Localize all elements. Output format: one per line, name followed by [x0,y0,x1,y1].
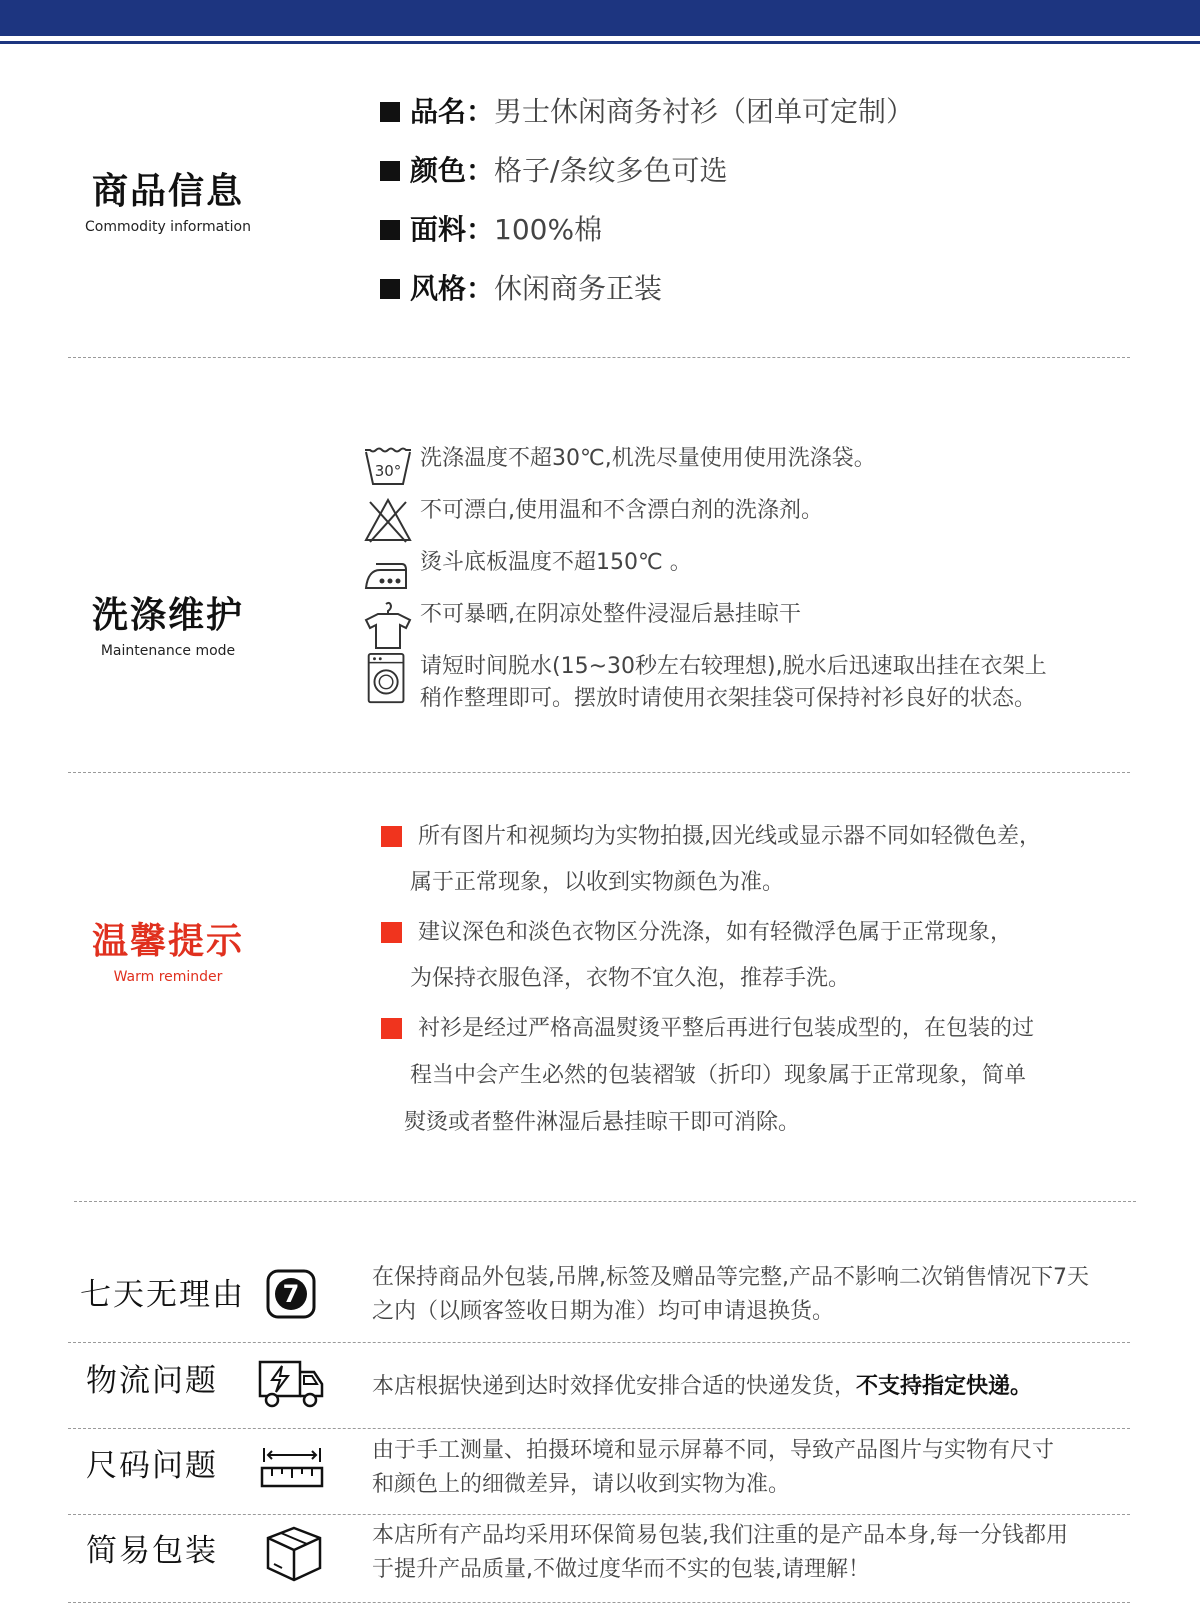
care-text: 不可暴晒,在阴凉处整件浸湿后悬挂晾干 [420,602,801,627]
reminder-line: 熨烫或者整件淋湿后悬挂晾干即可消除。 [404,1110,801,1135]
service-divider [68,1514,1130,1515]
section-divider [74,1201,1136,1202]
service-text-packaging [372,1519,1068,1587]
top-rule [0,41,1200,44]
service-line: 在保持商品外包装,吊牌,标签及赠品等完整,产品不影响二次销售情况下7天 [372,1265,1089,1290]
service-line: 本店所有产品均采用环保简易包装,我们注重的是产品本身,每一分钱都用 [372,1523,1068,1548]
care-text: 不可漂白,使用温和不含漂白剂的洗涤剂。 [420,498,823,523]
section-divider [68,772,1130,773]
service-line: 由于手工测量、拍摄环境和显示屏幕不同，导致产品图片与实物有尺寸 [372,1438,1055,1463]
service-text-logistics [372,1370,1032,1404]
row-value: 格子/条纹多色可选 [494,154,728,187]
service-name-packaging: 简易包装 [86,1533,218,1569]
washing-machine-icon [362,652,414,708]
reminder-line: 属于正常现象，以收到实物颜色为准。 [410,870,785,895]
reminder-line: 衬衫是经过严格高温熨烫平整后再进行包装成型的，在包装的过 [418,1016,1035,1041]
service-divider [68,1602,1130,1603]
row-label: 面料： [410,213,495,246]
reminder-line: 建议深色和淡色衣物区分洗涤，如有轻微浮色属于正常现象， [418,920,1013,945]
row-value: 100%棉 [494,213,603,246]
top-banner [0,0,1200,36]
commodity-row-color [380,153,727,189]
ruler-icon [258,1438,328,1498]
service-name-size: 尺码问题 [86,1448,218,1484]
care-text: 烫斗底板温度不超150℃ 。 [420,550,692,575]
wash-temp-label: 30° [374,462,402,480]
service-name-return: 七天无理由 [80,1277,245,1313]
wash-30-icon [362,444,414,494]
no-bleach-icon [362,496,414,546]
service-line-emphasis: 不支持指定快递。 [856,1374,1033,1399]
reminder-section-title [48,920,288,986]
row-label: 品名： [410,95,495,128]
service-line: 之内（以顾客签收日期为准）均可申请退换货。 [372,1299,835,1324]
bullet-red-square-icon [381,1018,402,1039]
service-divider [68,1428,1130,1429]
commodity-row-fabric [380,212,602,248]
service-divider [68,1342,1130,1343]
commodity-title-zh: 商品信息 [91,171,244,212]
reminder-title-en: Warm reminder [113,969,223,985]
bullet-red-square-icon [381,922,402,943]
row-label: 颜色： [410,154,495,187]
maintenance-section-title [48,594,288,660]
iron-icon [362,548,414,598]
section-divider [68,357,1130,358]
service-text-size [372,1434,1054,1502]
row-label: 风格： [410,272,495,305]
commodity-row-style [380,271,662,307]
reminder-title-zh: 温馨提示 [91,921,244,962]
service-line: 于提升产品质量,不做过度华而不实的包装,请理解！ [372,1557,870,1582]
package-box-icon [262,1524,332,1584]
bullet-square-icon [380,102,400,122]
maintenance-title-zh: 洗涤维护 [91,595,244,636]
delivery-truck-icon [256,1352,326,1412]
service-line: 和颜色上的细微差异，请以收到实物为准。 [372,1472,791,1497]
bullet-square-icon [380,161,400,181]
reminder-line: 所有图片和视频均为实物拍摄,因光线或显示器不同如轻微色差， [418,824,1041,849]
bullet-square-icon [380,279,400,299]
care-text: 请短时间脱水(15~30秒左右较理想),脱水后迅速取出挂在衣架上 [420,654,1047,679]
hang-dry-icon [362,600,414,650]
service-text-return [372,1261,1089,1329]
row-value: 休闲商务正装 [494,272,663,305]
service-name-logistics: 物流问题 [86,1363,218,1399]
row-value: 男士休闲商务衬衫（团单可定制） [494,95,915,128]
reminder-line: 程当中会产生必然的包装褶皱（折印）现象属于正常现象，简单 [410,1063,1027,1088]
commodity-title-en: Commodity information [85,219,251,235]
commodity-row-name [380,94,914,130]
care-text-line2: 稍作整理即可。摆放时请使用衣架挂袋可保持衬衫良好的状态。 [420,686,1037,711]
commodity-section-title [48,170,288,236]
service-line: 本店根据快递到达时效择优安排合适的快递发货， [372,1374,857,1399]
maintenance-title-en: Maintenance mode [100,643,236,659]
care-text: 洗涤温度不超30℃,机洗尽量使用使用洗涤袋。 [420,446,876,471]
seven-days-icon [262,1265,332,1325]
reminder-line: 为保持衣服色泽，衣物不宜久泡，推荐手洗。 [410,966,851,991]
bullet-red-square-icon [381,826,402,847]
bullet-square-icon [380,220,400,240]
seven-days-label: 7 [282,1280,300,1308]
